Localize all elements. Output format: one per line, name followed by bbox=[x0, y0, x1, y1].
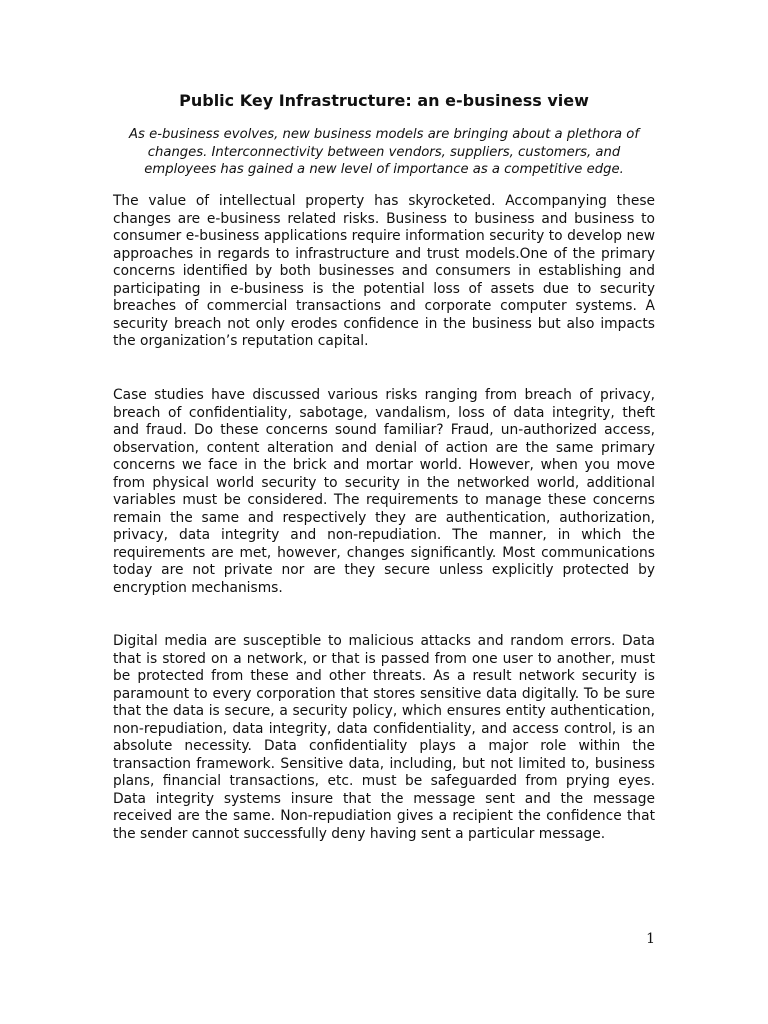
page-number: 1 bbox=[646, 931, 655, 947]
abstract: As e-business evolves, new business models are bringing about a plethora of changes. Interconnectivity between vendors, suppliers, customers, and employees has gained a new level of importance as a competitive edge. bbox=[129, 127, 639, 178]
document-title: Public Key Infrastructure: an e-business view bbox=[179, 91, 589, 110]
paragraph-2: Case studies have discussed various risks ranging from breach of privacy, breach of confidentiality, sabotage, vandalism, loss of data integrity, theft and fraud. Do these concerns sound familiar? Fraud, un-authorized access, observation, content alteration and denial of action are the same primary concerns we face in the brick and mortar world. However, when you move from physical world security to security in the networked world, additional variables must be considered. The requirements to manage these concerns remain the same and respectively they are authentication, authorization, privacy, data integrity and non-repudiation. The manner, in which the requirements are met, however, changes significantly. Most communications today are not private nor are they secure unless explicitly protected by encryption mechanisms. bbox=[113, 387, 655, 596]
paragraph-1: The value of intellectual property has skyrocketed. Accompanying these changes are e-business related risks. Business to business and business to consumer e-business applications require information security to develop new approaches in regards to infrastructure and trust models.One of the primary concerns identified by both businesses and consumers in establishing and participating in e-business is the potential loss of assets due to security breaches of commercial transactions and corporate computer systems. A security breach not only erodes confidence in the business but also impacts the organization’s reputation capital. bbox=[113, 193, 655, 349]
paragraph-3: Digital media are susceptible to malicious attacks and random errors. Data that is stored on a network, or that is passed from one user to another, must be protected from these and other threats. As a result network security is paramount to every corporation that stores sensitive data digitally. To be sure that the data is secure, a security policy, which ensures entity authentication, non-repudiation, data integrity, data confidentiality, and access control, is an absolute necessity. Data confidentiality plays a major role within the transaction framework. Sensitive data, including, but not limited to, business plans, financial transactions, etc. must be safeguarded from prying eyes. Data integrity systems insure that the message sent and the message received are the same. Non-repudiation gives a recipient the confidence that the sender cannot successfully deny having sent a particular message. bbox=[113, 633, 655, 842]
